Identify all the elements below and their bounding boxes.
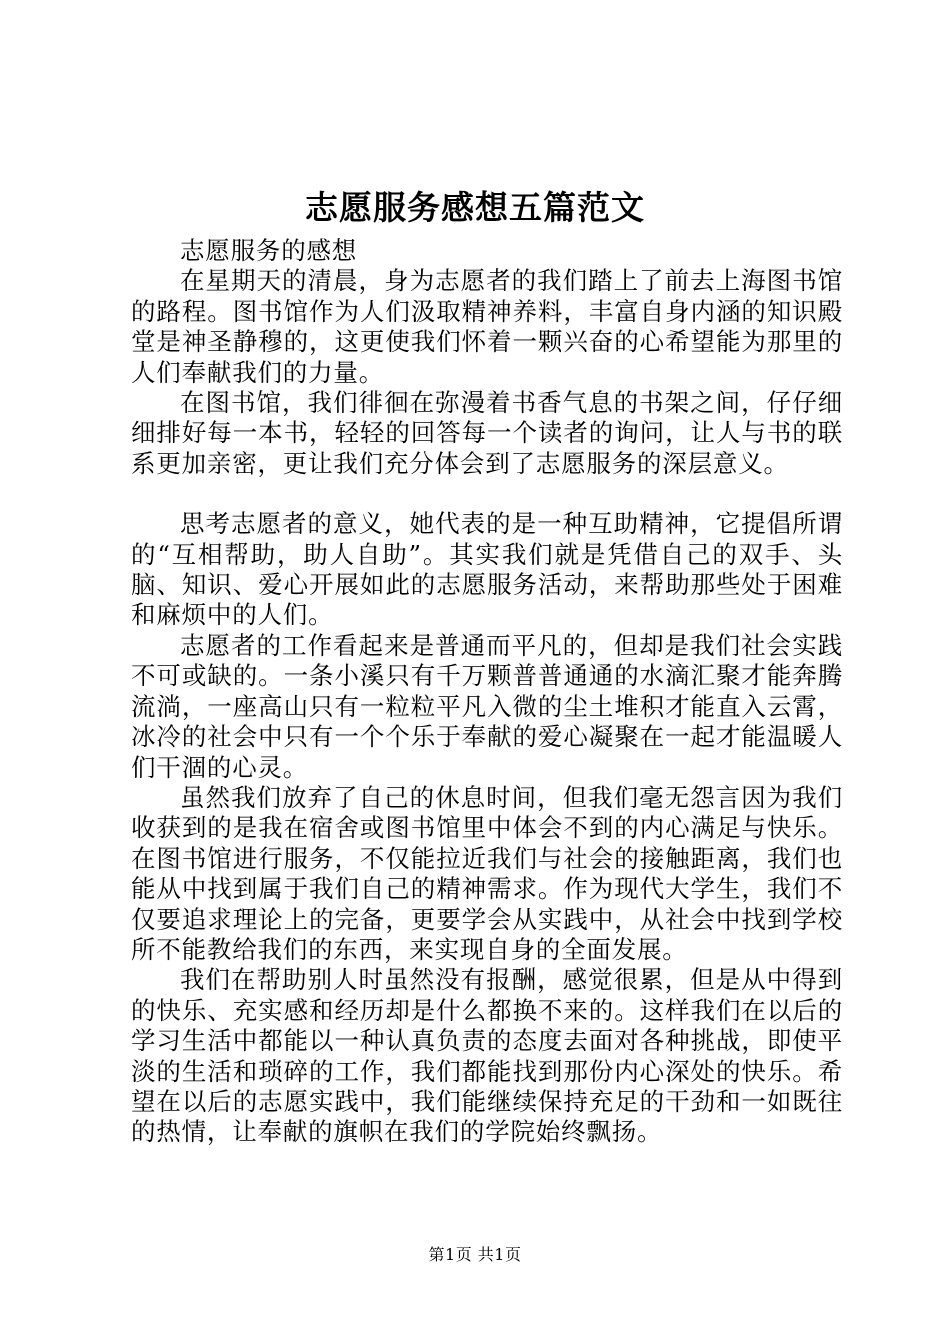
page-number-footer: 第1页 共1页 (428, 1245, 522, 1264)
document-title: 志愿服务感想五篇范文 (305, 188, 645, 227)
paragraph-4: 志愿者的工作看起来是普通而平凡的，但却是我们社会实践不可或缺的。一条小溪只有千万颗普普通通的水滴汇聚才能奔腾流淌，一座高山只有一粒粒平凡入微的尘土堆积才能直入云霄，冰冷的社会中只有一个个乐于奉献的爱心凝聚在一起才能温暖人们干涸的心灵。 (131, 630, 843, 782)
paragraph-6: 我们在帮助别人时虽然没有报酬，感觉很累，但是从中得到的快乐、充实感和经历却是什么都换不来的。这样我们在以后的学习生活中都能以一种认真负责的态度去面对各种挑战，即使平淡的生活和琐碎的工作，我们都能找到那份内心深处的快乐。希望在以后的志愿实践中，我们能继续保持充足的干劲和一如既往的热情，让奉献的旗帜在我们的学院始终飘扬。 (131, 965, 843, 1147)
paragraph-1: 在星期天的清晨，身为志愿者的我们踏上了前去上海图书馆的路程。图书馆作为人们汲取精神养料，丰富自身内涵的知识殿堂是神圣静穆的，这更使我们怀着一颗兴奋的心希望能为那里的人们奉献我们的力量。 (131, 266, 843, 387)
paragraph-3: 思考志愿者的意义，她代表的是一种互助精神，它提倡所谓的“互相帮助，助人自助”。其实我们就是凭借自己的双手、头脑、知识、爱心开展如此的志愿服务活动，来帮助那些处于困难和麻烦中的人们。 (131, 509, 843, 630)
paragraph-2: 在图书馆，我们徘徊在弥漫着书香气息的书架之间，仔仔细细排好每一本书，轻轻的回答每一个读者的询问，让人与书的联系更加亲密，更让我们充分体会到了志愿服务的深层意义。 (131, 388, 843, 478)
subheading: 志愿服务的感想 (180, 236, 358, 265)
document-body (131, 236, 843, 1148)
paragraph-5: 虽然我们放弃了自己的休息时间，但我们毫无怨言因为我们收获到的是我在宿舍或图书馆里中体会不到的内心满足与快乐。在图书馆进行服务，不仅能拉近我们与社会的接触距离，我们也能从中找到属于我们自己的精神需求。作为现代大学生，我们不仅要追求理论上的完备，更要学会从实践中，从社会中找到学校所不能教给我们的东西，来实现自身的全面发展。 (131, 782, 843, 964)
